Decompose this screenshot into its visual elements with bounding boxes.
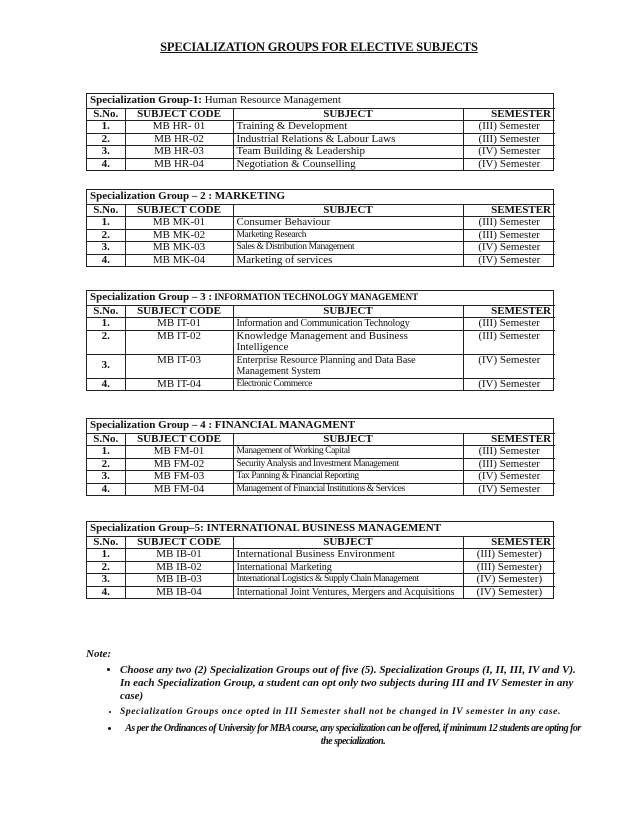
page-title: SPECIALIZATION GROUPS FOR ELECTIVE SUBJECTS (160, 40, 478, 54)
row-sno: 2. (87, 133, 125, 146)
group-heading (87, 190, 555, 204)
row-code: MB MK-01 (125, 217, 233, 230)
header-row (87, 108, 555, 121)
row-subject: International Marketing (233, 561, 463, 574)
col-subject-header: SUBJECT (233, 204, 463, 217)
row-subject: Tax Panning & Financial Reporting (233, 471, 463, 484)
table-row (87, 446, 555, 459)
row-sno: 1. (87, 121, 125, 134)
group-label: Specialization Group-1: (90, 94, 202, 106)
col-semester-header: SEMESTER (463, 433, 555, 446)
note-section (86, 648, 586, 751)
col-code-header: SUBJECT CODE (125, 305, 233, 318)
col-subject-header: SUBJECT (233, 433, 463, 446)
row-subject: Management of Financial Institutions & Services (233, 483, 463, 495)
table-row (87, 561, 555, 574)
note-list (86, 664, 586, 748)
row-subject: Knowledge Management and Business Intelligence (233, 330, 463, 354)
row-code: MB IB-04 (125, 586, 233, 598)
table-row (87, 471, 555, 484)
row-subject: Enterprise Resource Planning and Data Base Management System (233, 354, 463, 378)
row-semester: (IV) Semester (463, 354, 555, 378)
row-code: MB MK-03 (125, 242, 233, 255)
row-sno: 4. (87, 586, 125, 598)
group-label: Specialization Group – 2 : MARKETING (90, 190, 286, 202)
row-code: MB HR-04 (125, 158, 233, 170)
row-subject: Electronic Commerce (233, 378, 463, 390)
row-code: MB FM-04 (125, 483, 233, 495)
row-subject: Team Building & Leadership (233, 146, 463, 159)
col-code-header: SUBJECT CODE (125, 204, 233, 217)
row-sno: 2. (87, 561, 125, 574)
row-subject: International Logistics & Supply Chain Management (233, 574, 463, 587)
row-subject: International Joint Ventures, Mergers and Acquisitions (233, 586, 463, 598)
header-row (87, 305, 555, 318)
specialization-group-4 (86, 418, 554, 496)
row-subject: Sales & Distribution Management (233, 242, 463, 255)
row-code: MB IB-02 (125, 561, 233, 574)
row-sno: 2. (87, 330, 125, 354)
row-code: MB MK-02 (125, 229, 233, 242)
row-semester: (IV) Semester) (463, 586, 555, 598)
row-subject: Security Analysis and Investment Management (233, 458, 463, 471)
table-row (87, 121, 555, 134)
group-name: Human Resource Management (201, 94, 341, 106)
row-semester: (III) Semester (463, 318, 555, 331)
row-subject: Consumer Behaviour (233, 217, 463, 230)
group-label: Specialization Group – 4 : FINANCIAL MANAGMENT (90, 419, 356, 431)
row-sno: 3. (87, 242, 125, 255)
row-subject: Information and Communication Technology (233, 318, 463, 331)
header-row (87, 204, 555, 217)
row-semester: (IV) Semester (463, 158, 555, 170)
row-semester: (IV) Semester (463, 242, 555, 255)
table-row (87, 229, 555, 242)
row-sno: 4. (87, 378, 125, 390)
col-semester-header: SEMESTER (463, 108, 555, 121)
table-row (87, 318, 555, 331)
row-subject: Negotiation & Counselling (233, 158, 463, 170)
note-item: • Choose any two (2) Specialization Groups out of five (5). Specialization Groups (I, II, III, IV and V). In each Specialization Group, a student can opt only two subjects during III and IV Semester in any case) (120, 664, 586, 703)
table-row (87, 574, 555, 587)
row-semester: (IV) Semester (463, 483, 555, 495)
col-sno-header: S.No. (87, 536, 125, 549)
table-row (87, 458, 555, 471)
row-semester: (III) Semester (463, 229, 555, 242)
table-row (87, 330, 555, 354)
table-row (87, 586, 555, 598)
group-heading (87, 94, 555, 108)
col-sno-header: S.No. (87, 433, 125, 446)
row-code: MB IT-02 (125, 330, 233, 354)
row-code: MB IT-03 (125, 354, 233, 378)
row-semester: (IV) Semester (463, 146, 555, 159)
row-sno: 4. (87, 158, 125, 170)
row-code: MB IT-04 (125, 378, 233, 390)
row-semester: (IV) Semester (463, 254, 555, 266)
row-sno: 4. (87, 254, 125, 266)
header-row (87, 536, 555, 549)
row-subject: Training & Development (233, 121, 463, 134)
table-row (87, 133, 555, 146)
row-sno: 3. (87, 354, 125, 378)
col-sno-header: S.No. (87, 204, 125, 217)
group-heading (87, 522, 555, 536)
table-row (87, 217, 555, 230)
col-sno-header: S.No. (87, 108, 125, 121)
col-semester-header: SEMESTER (463, 536, 555, 549)
table-row (87, 378, 555, 390)
col-code-header: SUBJECT CODE (125, 108, 233, 121)
row-sno: 1. (87, 446, 125, 459)
row-semester: (IV) Semester (463, 378, 555, 390)
col-semester-header: SEMESTER (463, 305, 555, 318)
note-item: • As per the Ordinances of University for MBA course, any specialization can be offered, if minimum 12 students are opting for the specialization. (120, 722, 586, 748)
specialization-group-1 (86, 93, 554, 171)
table-row (87, 483, 555, 495)
col-code-header: SUBJECT CODE (125, 536, 233, 549)
row-sno: 3. (87, 471, 125, 484)
group-heading (87, 291, 555, 305)
row-sno: 3. (87, 574, 125, 587)
row-sno: 1. (87, 217, 125, 230)
row-semester: (III) Semester (463, 458, 555, 471)
row-semester: (III) Semester (463, 217, 555, 230)
table-row (87, 146, 555, 159)
row-code: MB IT-01 (125, 318, 233, 331)
row-semester: (IV) Semester) (463, 574, 555, 587)
group-label: Specialization Group – 3 : (90, 291, 213, 303)
row-code: MB IB-01 (125, 549, 233, 562)
table-row (87, 158, 555, 170)
group-label: Specialization Group–5: INTERNATIONAL BUSINESS MANAGEMENT (90, 522, 442, 534)
row-subject: Management of Working Capital (233, 446, 463, 459)
group-name: INFORMATION TECHNOLOGY MANAGEMENT (212, 292, 419, 302)
table-row (87, 549, 555, 562)
row-code: MB HR-02 (125, 133, 233, 146)
note-label: Note: (86, 648, 112, 660)
row-subject: Marketing of services (233, 254, 463, 266)
row-sno: 1. (87, 549, 125, 562)
row-subject: Marketing Research (233, 229, 463, 242)
row-semester: (III) Semester) (463, 549, 555, 562)
col-subject-header: SUBJECT (233, 536, 463, 549)
row-code: MB FM-03 (125, 471, 233, 484)
col-subject-header: SUBJECT (233, 305, 463, 318)
table-row (87, 254, 555, 266)
group-heading (87, 419, 555, 433)
row-sno: 4. (87, 483, 125, 495)
row-subject: International Business Environment (233, 549, 463, 562)
row-semester: (III) Semester (463, 446, 555, 459)
row-semester: (IV) Semester (463, 471, 555, 484)
row-sno: 3. (87, 146, 125, 159)
col-subject-header: SUBJECT (233, 108, 463, 121)
header-row (87, 433, 555, 446)
row-sno: 2. (87, 458, 125, 471)
row-code: MB FM-01 (125, 446, 233, 459)
note-item: • Specialization Groups once opted in III Semester shall not be changed in IV semester in any case. (120, 706, 586, 719)
col-sno-header: S.No. (87, 305, 125, 318)
col-code-header: SUBJECT CODE (125, 433, 233, 446)
table-row (87, 242, 555, 255)
specialization-group-5 (86, 521, 554, 599)
specialization-group-3 (86, 290, 554, 391)
row-semester: (III) Semester) (463, 561, 555, 574)
row-subject: Industrial Relations & Labour Laws (233, 133, 463, 146)
row-code: MB IB-03 (125, 574, 233, 587)
table-row (87, 354, 555, 378)
row-code: MB HR-03 (125, 146, 233, 159)
row-semester: (III) Semester (463, 330, 555, 354)
row-code: MB FM-02 (125, 458, 233, 471)
row-sno: 2. (87, 229, 125, 242)
col-semester-header: SEMESTER (463, 204, 555, 217)
specialization-group-2 (86, 189, 554, 267)
row-code: MB MK-04 (125, 254, 233, 266)
row-sno: 1. (87, 318, 125, 331)
row-code: MB HR- 01 (125, 121, 233, 134)
row-semester: (III) Semester (463, 133, 555, 146)
row-semester: (III) Semester (463, 121, 555, 134)
